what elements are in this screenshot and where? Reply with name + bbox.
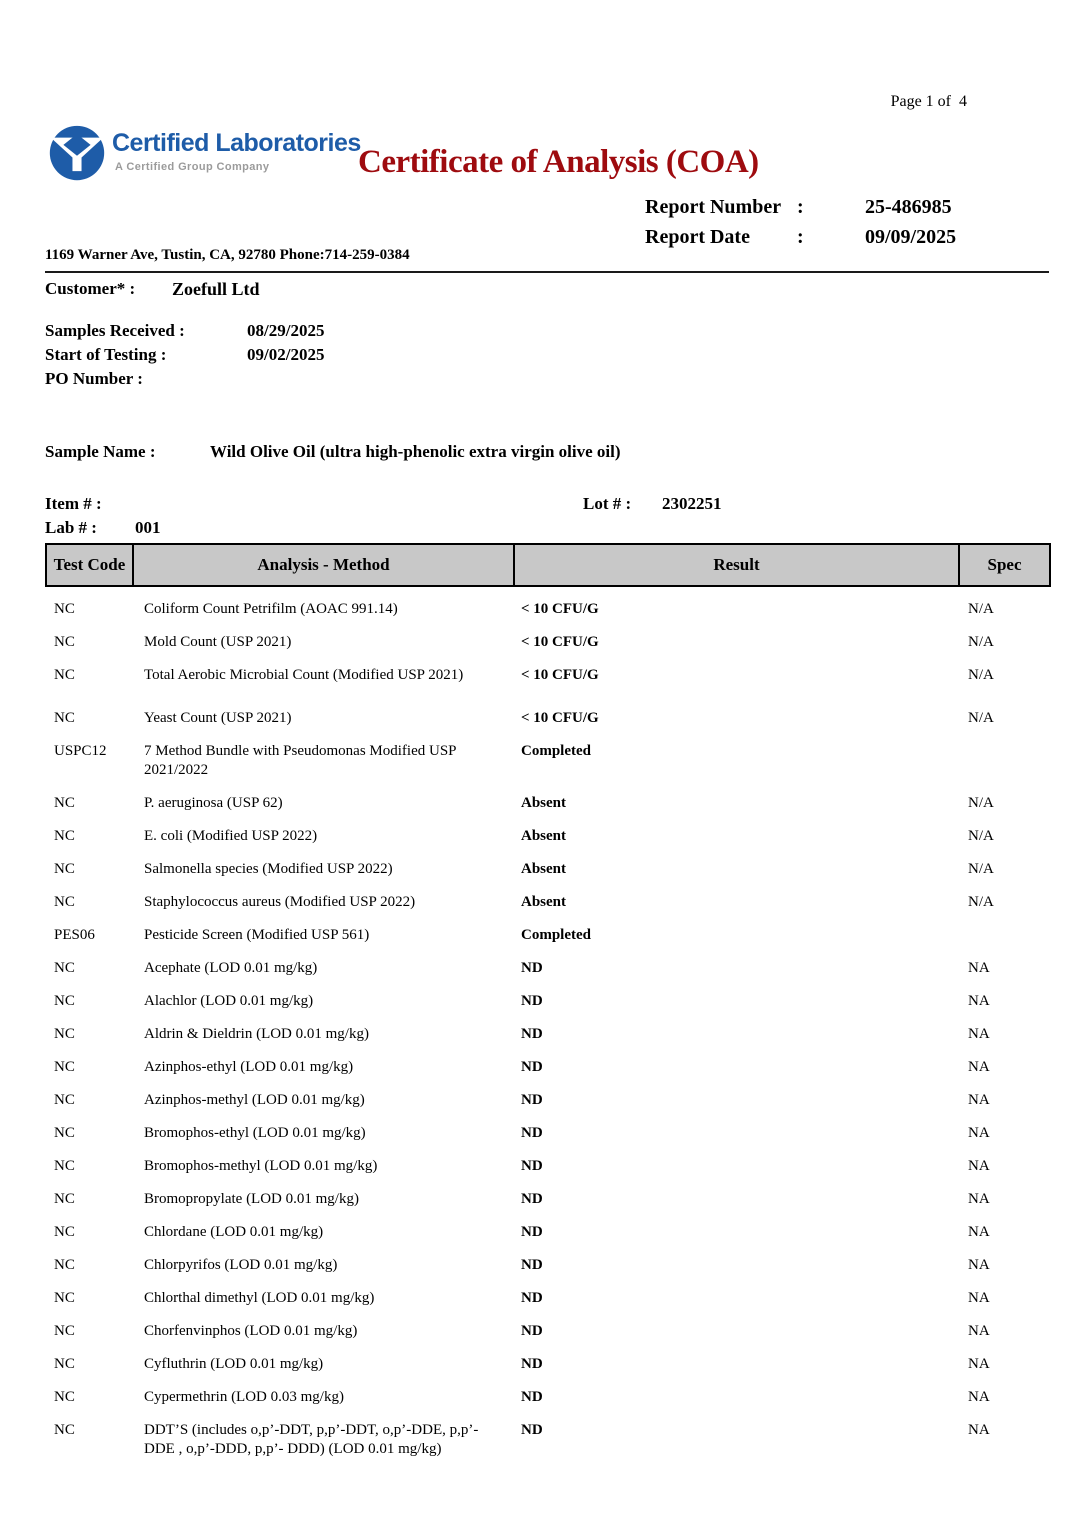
report-number-label: Report Number (645, 196, 782, 218)
analysis-method-cell: Acephate (LOD 0.01 mg/kg) (144, 960, 318, 976)
table-row (46, 987, 1050, 1020)
po-number-label: PO Number : (45, 369, 143, 388)
test-code-cell: NC (54, 601, 75, 617)
analysis-method-cell: Chlordane (LOD 0.01 mg/kg) (144, 1224, 324, 1240)
result-cell: ND (521, 960, 543, 976)
analysis-method-cell: Yeast Count (USP 2021) (144, 710, 292, 726)
result-cell: ND (521, 993, 543, 1009)
analysis-method-cell: Azinphos-ethyl (LOD 0.01 mg/kg) (144, 1059, 354, 1075)
lot-number-label: Lot # : (583, 494, 632, 513)
table-row (46, 1317, 1050, 1350)
test-code-cell: NC (54, 1158, 75, 1174)
test-code-cell: NC (54, 1257, 75, 1273)
test-code-cell: NC (54, 1290, 75, 1306)
result-cell: ND (521, 1356, 543, 1372)
analysis-method-cell: DDT’S (includes o,p’-DDT, p,p’-DDT, o,p’-DDE, p,p’-DDE , o,p’-DDD, p,p’- DDD) (LOD 0.01 mg/kg) (144, 1422, 479, 1457)
result-cell: Completed (521, 743, 591, 759)
result-cell: ND (521, 1158, 543, 1174)
test-code-cell: NC (54, 960, 75, 976)
test-code-cell: NC (54, 1125, 75, 1141)
sample-name-label: Sample Name : (45, 442, 156, 461)
result-cell: ND (521, 1224, 543, 1240)
spec-cell: N/A (968, 710, 994, 726)
result-cell: ND (521, 1026, 543, 1042)
item-number-label: Item # : (45, 494, 102, 513)
test-code-cell: NC (54, 634, 75, 650)
result-cell: ND (521, 1389, 543, 1405)
table-row (46, 855, 1050, 888)
table-row (46, 1383, 1050, 1416)
test-code-cell: NC (54, 894, 75, 910)
spec-cell: NA (968, 1158, 990, 1174)
result-cell: ND (521, 1125, 543, 1141)
table-row (46, 954, 1050, 987)
samples-received-value: 08/29/2025 (247, 321, 325, 340)
table-row (46, 1284, 1050, 1317)
spec-cell: NA (968, 1224, 990, 1240)
spec-cell: N/A (968, 894, 994, 910)
result-cell: ND (521, 1422, 543, 1438)
col-header-result: Result (514, 544, 959, 586)
col-header-spec: Spec (959, 544, 1050, 586)
test-code-cell: NC (54, 1356, 75, 1372)
results-table-body (46, 586, 1050, 1468)
spec-cell: NA (968, 1092, 990, 1108)
report-date-row (645, 226, 956, 256)
logo-company-name: Certified Laboratories (112, 129, 361, 157)
report-number-colon: : (797, 196, 804, 218)
analysis-method-cell: Alachlor (LOD 0.01 mg/kg) (144, 993, 314, 1009)
analysis-method-cell: E. coli (Modified USP 2022) (144, 828, 318, 844)
table-row (46, 628, 1050, 661)
result-cell: < 10 CFU/G (521, 710, 599, 726)
logo-text (112, 124, 361, 173)
table-row (46, 1086, 1050, 1119)
test-code-cell: PES06 (54, 927, 95, 943)
spec-cell: N/A (968, 667, 994, 683)
test-code-cell: NC (54, 667, 75, 683)
result-cell: ND (521, 1323, 543, 1339)
spec-cell: NA (968, 1059, 990, 1075)
test-code-cell: NC (54, 710, 75, 726)
spec-cell: NA (968, 1356, 990, 1372)
analysis-method-cell: Cypermethrin (LOD 0.03 mg/kg) (144, 1389, 344, 1405)
spec-cell: N/A (968, 828, 994, 844)
table-row (46, 1020, 1050, 1053)
table-row (46, 888, 1050, 921)
spec-cell: NA (968, 1257, 990, 1273)
analysis-method-cell: Chlorthal dimethyl (LOD 0.01 mg/kg) (144, 1290, 375, 1306)
table-row (46, 1053, 1050, 1086)
analysis-method-cell: Salmonella species (Modified USP 2022) (144, 861, 393, 877)
col-header-test-code: Test Code (46, 544, 133, 586)
spec-cell: NA (968, 1191, 990, 1207)
spec-cell: NA (968, 1290, 990, 1306)
result-cell: ND (521, 1059, 543, 1075)
test-code-cell: NC (54, 1389, 75, 1405)
result-cell: Absent (521, 795, 567, 811)
analysis-method-cell: Bromopropylate (LOD 0.01 mg/kg) (144, 1191, 359, 1207)
result-cell: ND (521, 1092, 543, 1108)
result-cell: < 10 CFU/G (521, 601, 599, 617)
results-table-header (46, 544, 1050, 586)
report-meta-block (645, 196, 956, 256)
analysis-method-cell: Staphylococcus aureus (Modified USP 2022) (144, 894, 416, 910)
result-cell: ND (521, 1191, 543, 1207)
page-number: Page 1 of 4 (890, 93, 967, 110)
result-cell: Completed (521, 927, 591, 943)
test-code-cell: NC (54, 861, 75, 877)
test-code-cell: NC (54, 1224, 75, 1240)
report-date-colon: : (797, 226, 804, 248)
report-number-row (645, 196, 956, 226)
test-code-cell: NC (54, 1059, 75, 1075)
spec-cell (959, 737, 1050, 789)
result-cell: Absent (521, 828, 567, 844)
analysis-method-cell: P. aeruginosa (USP 62) (144, 795, 283, 811)
result-cell: Absent (521, 861, 567, 877)
test-code-cell: NC (54, 1191, 75, 1207)
table-row (46, 1119, 1050, 1152)
report-date-value: 09/09/2025 (865, 226, 957, 248)
customer-label: Customer* : (45, 279, 136, 298)
table-row (46, 789, 1050, 822)
spec-cell: NA (968, 960, 990, 976)
table-row (46, 1350, 1050, 1383)
table-row (46, 822, 1050, 855)
table-row (46, 921, 1050, 954)
analysis-method-cell: Azinphos-methyl (LOD 0.01 mg/kg) (144, 1092, 365, 1108)
table-row (46, 1416, 1050, 1468)
result-cell: ND (521, 1257, 543, 1273)
certified-laboratories-logo-icon (48, 124, 106, 182)
report-number-value: 25-486985 (865, 196, 952, 218)
customer-value: Zoefull Ltd (172, 279, 260, 299)
analysis-method-cell: 7 Method Bundle with Pseudomonas Modified USP 2021/2022 (144, 743, 456, 778)
spec-cell: NA (968, 1026, 990, 1042)
sample-name-value: Wild Olive Oil (ultra high-phenolic extra virgin olive oil) (210, 442, 621, 461)
test-code-cell: NC (54, 1026, 75, 1042)
table-row (46, 1185, 1050, 1218)
analysis-method-cell: Cyfluthrin (LOD 0.01 mg/kg) (144, 1356, 324, 1372)
lab-number-value: 001 (135, 518, 161, 537)
analysis-method-cell: Chorfenvinphos (LOD 0.01 mg/kg) (144, 1323, 358, 1339)
spec-cell: NA (968, 1125, 990, 1141)
table-row (46, 704, 1050, 737)
test-code-cell: NC (54, 993, 75, 1009)
spec-cell: N/A (968, 634, 994, 650)
report-date-label: Report Date (645, 226, 750, 248)
table-row (46, 586, 1050, 628)
header-divider (45, 271, 1049, 273)
result-cell: ND (521, 1290, 543, 1306)
table-row (46, 1218, 1050, 1251)
result-cell: Absent (521, 894, 567, 910)
logo-tagline: A Certified Group Company (115, 161, 270, 174)
analysis-method-cell: Mold Count (USP 2021) (144, 634, 292, 650)
analysis-method-cell: Bromophos-ethyl (LOD 0.01 mg/kg) (144, 1125, 366, 1141)
spec-cell: N/A (968, 795, 994, 811)
table-row (46, 661, 1050, 704)
spec-cell: NA (968, 1422, 990, 1438)
test-code-cell: NC (54, 795, 75, 811)
lab-number-label: Lab # : (45, 518, 97, 537)
document-title: Certificate of Analysis (COA) (358, 144, 759, 180)
col-header-analysis-method: Analysis - Method (133, 544, 514, 586)
test-code-cell: NC (54, 828, 75, 844)
lab-address: 1169 Warner Ave, Tustin, CA, 92780 Phone:714-259-0384 (45, 247, 410, 263)
test-code-cell: NC (54, 1422, 75, 1438)
result-cell: < 10 CFU/G (521, 667, 599, 683)
analysis-method-cell: Bromophos-methyl (LOD 0.01 mg/kg) (144, 1158, 378, 1174)
result-cell: < 10 CFU/G (521, 634, 599, 650)
analysis-method-cell: Pesticide Screen (Modified USP 561) (144, 927, 370, 943)
analysis-method-cell: Coliform Count Petrifilm (AOAC 991.14) (144, 601, 398, 617)
lot-number-value: 2302251 (662, 494, 722, 513)
certified-laboratories-logo (48, 124, 361, 182)
spec-cell (959, 921, 1050, 954)
start-of-testing-label: Start of Testing : (45, 345, 167, 364)
spec-cell: NA (968, 1389, 990, 1405)
analysis-method-cell: Aldrin & Dieldrin (LOD 0.01 mg/kg) (144, 1026, 369, 1042)
analysis-method-cell: Chlorpyrifos (LOD 0.01 mg/kg) (144, 1257, 338, 1273)
table-row (46, 1251, 1050, 1284)
results-table (45, 543, 1051, 1468)
samples-received-label: Samples Received : (45, 321, 185, 340)
test-code-cell: NC (54, 1323, 75, 1339)
start-of-testing-value: 09/02/2025 (247, 345, 325, 364)
spec-cell: NA (968, 993, 990, 1009)
spec-cell: N/A (968, 861, 994, 877)
test-code-cell: NC (54, 1092, 75, 1108)
analysis-method-cell: Total Aerobic Microbial Count (Modified USP 2021) (144, 667, 464, 683)
table-row (46, 1152, 1050, 1185)
test-code-cell: USPC12 (54, 743, 107, 759)
spec-cell: N/A (968, 601, 994, 617)
spec-cell: NA (968, 1323, 990, 1339)
table-row (46, 737, 1050, 789)
